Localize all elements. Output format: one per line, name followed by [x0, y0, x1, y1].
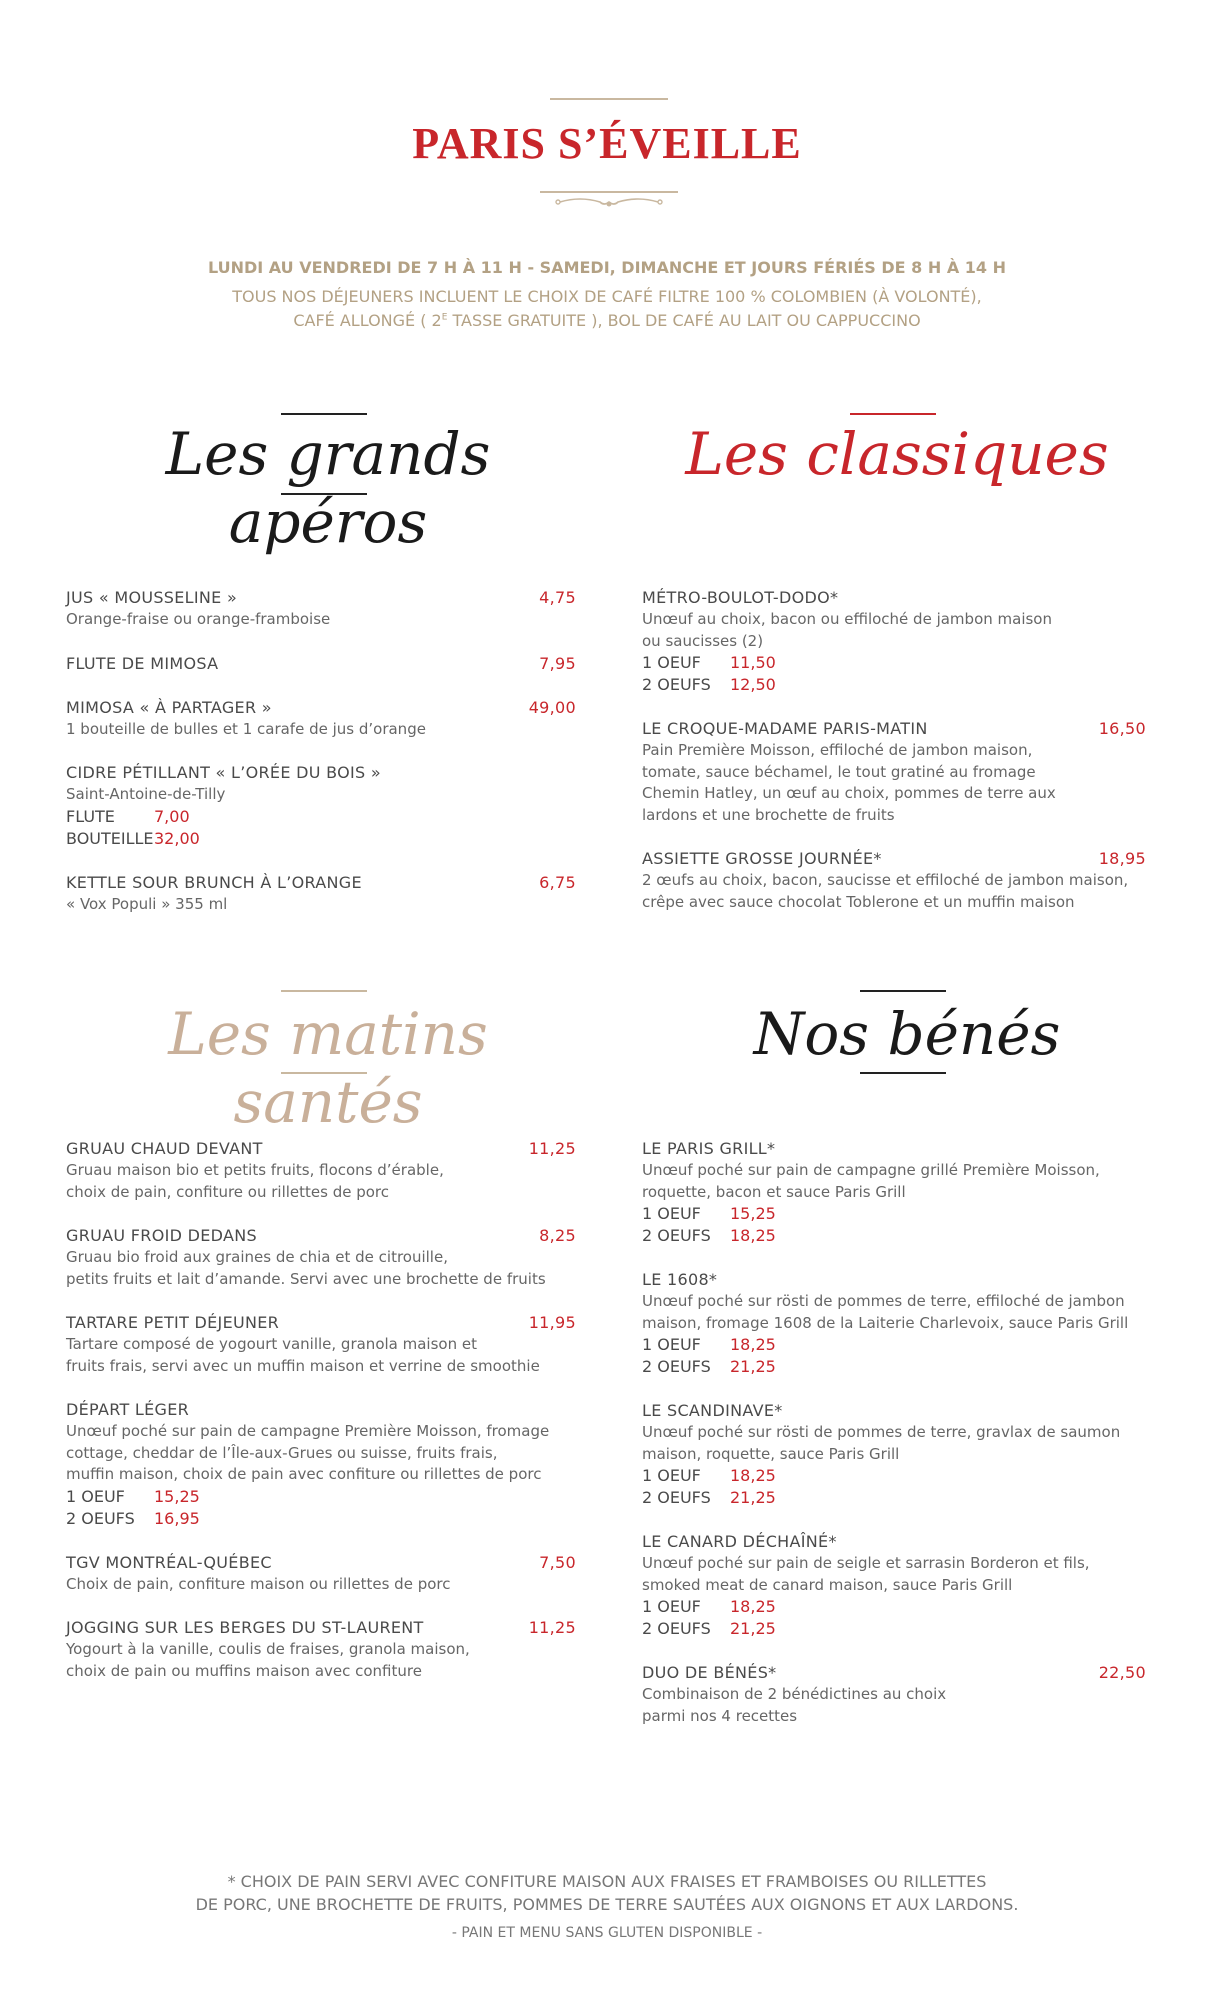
coffee-note-line1: TOUS NOS DÉJEUNERS INCLUENT LE CHOIX DE CAFÉ FILTRE 100 % COLOMBIEN (À VOLONTÉ),	[232, 287, 982, 306]
menu-item	[642, 718, 1146, 826]
menu-item-description: Gruau maison bio et petits fruits, flocons d’érable,	[66, 1161, 444, 1179]
menu-item-name	[642, 1400, 1146, 1422]
menu-item-option	[642, 1596, 1146, 1618]
menu-item	[642, 848, 1146, 913]
menu-item-option	[642, 1334, 1146, 1356]
menu-item-name	[66, 697, 576, 719]
menu-item-description: Choix de pain, confiture maison ou rillettes de porc	[66, 1574, 451, 1593]
menu-item-description: cottage, cheddar de l’Île-aux-Grues ou suisse, fruits frais,	[66, 1443, 498, 1462]
menu-item-option	[642, 1225, 1146, 1247]
menu-item-option	[642, 652, 1146, 674]
menu-item-name-text: DÉPART LÉGER	[66, 1400, 190, 1419]
menu-item-description: Orange-fraise ou orange-framboise	[66, 610, 331, 628]
option-label: 1 OEUF	[642, 1466, 701, 1485]
menu-item	[66, 1138, 576, 1203]
menu-item	[66, 762, 576, 850]
menu-item-name	[66, 1225, 576, 1247]
menu-item-description: « Vox Populi » 355 ml	[66, 894, 228, 913]
option-label: 2 OEUFS	[642, 1619, 711, 1638]
menu-item-description: Pain Première Moisson, effiloché de jambon maison,	[642, 741, 1033, 759]
option-price: 11,50	[730, 653, 776, 672]
section-title-aperos: Les grands apéros	[165, 420, 491, 556]
sante-rule-top	[281, 990, 367, 992]
menu-item-price: 16,50	[1098, 719, 1146, 738]
menu-item-name	[66, 1399, 576, 1421]
option-label: 2 OEUFS	[642, 1488, 711, 1507]
menu-item-description: Combinaison de 2 bénédictines au choix	[642, 1685, 947, 1703]
option-price: 21,25	[730, 1357, 776, 1376]
menu-item-name	[66, 1552, 576, 1574]
option-label: 1 OEUF	[642, 1597, 701, 1616]
menu-item-description: Chemin Hatley, un œuf au choix, pommes de terre aux	[642, 784, 1056, 802]
menu-item-name	[642, 1269, 1146, 1291]
gluten-free-note: - PAIN ET MENU SANS GLUTEN DISPONIBLE -	[451, 1925, 763, 1941]
menu-item	[66, 1312, 576, 1377]
menu-item-name-text: TGV MONTRÉAL-QUÉBEC	[66, 1552, 272, 1572]
footer-note-line1: * CHOIX DE PAIN SERVI AVEC CONFITURE MAISON AUX FRAISES ET FRAMBOISES OU RILLETTES	[227, 1872, 987, 1891]
menu-item-name	[642, 1138, 1146, 1160]
menu-item-price: 6,75	[539, 872, 576, 892]
menu-item-description: maison, fromage 1608 de la Laiterie Charlevoix, sauce Paris Grill	[642, 1313, 1129, 1332]
menu-item-description: Unœuf poché sur rösti de pommes de terre, gravlax de saumon	[642, 1423, 1121, 1441]
aperos-rule-top	[281, 413, 367, 415]
menu-item-name	[66, 872, 576, 894]
menu-item-name	[66, 762, 576, 784]
menu-item-name-text: DUO DE BÉNÉS*	[642, 1663, 777, 1682]
menu-item	[642, 1138, 1146, 1247]
opening-hours: LUNDI AU VENDREDI DE 7 H À 11 H - SAMEDI, DIMANCHE ET JOURS FÉRIÉS DE 8 H À 14 H	[207, 258, 1007, 277]
option-price: 18,25	[730, 1335, 776, 1354]
menu-item-name-text: GRUAU FROID DEDANS	[66, 1226, 257, 1245]
option-price: 7,00	[154, 806, 190, 826]
menu-item-name-text: LE CANARD DÉCHAÎNÉ*	[642, 1532, 837, 1551]
menu-item-option	[642, 1203, 1146, 1225]
menu-item-name	[66, 1312, 576, 1334]
menu-item-name-text: TARTARE PETIT DÉJEUNER	[66, 1313, 280, 1332]
classiques-list	[642, 587, 1146, 935]
benes-rule-bottom	[860, 1072, 946, 1074]
menu-item-price: 11,25	[528, 1618, 576, 1637]
section-title-sante: Les matins santés	[168, 1000, 488, 1136]
menu-item-name-text: LE PARIS GRILL*	[642, 1139, 776, 1158]
menu-item-description: muffin maison, choix de pain avec confiture ou rillettes de porc	[66, 1465, 542, 1483]
flourish-ornament-icon	[540, 188, 678, 212]
option-label: 2 OEUFS	[642, 1357, 711, 1376]
menu-item-description: tomate, sauce béchamel, le tout gratiné au fromage	[642, 762, 1036, 781]
menu-item-name-text: GRUAU CHAUD DEVANT	[66, 1139, 263, 1158]
menu-item-description: Unœuf poché sur rösti de pommes de terre, effiloché de jambon	[642, 1292, 1125, 1310]
option-price: 21,25	[730, 1619, 776, 1638]
menu-item-option	[642, 674, 1146, 696]
option-price: 32,00	[154, 828, 200, 848]
menu-item	[66, 1552, 576, 1596]
option-price: 15,25	[730, 1204, 776, 1223]
aperos-rule-bottom	[281, 493, 367, 495]
menu-item-price: 8,25	[539, 1226, 576, 1245]
section-title-benes: Nos bénés	[753, 1000, 1061, 1068]
menu-item	[642, 1269, 1146, 1378]
menu-item-description: Saint-Antoine-de-Tilly	[66, 785, 226, 803]
menu-item-name	[642, 848, 1146, 870]
menu-item-description: Unœuf poché sur pain de seigle et sarrasin Borderon et fils,	[642, 1554, 1090, 1572]
menu-item-name-text: JUS « MOUSSELINE »	[66, 588, 238, 607]
menu-item-price: 22,50	[1098, 1663, 1146, 1682]
menu-item	[642, 1531, 1146, 1640]
menu-item-description: parmi nos 4 recettes	[642, 1706, 798, 1725]
option-label: BOUTEILLE	[66, 828, 154, 848]
menu-item-name-text: ASSIETTE GROSSE JOURNÉE*	[642, 849, 882, 868]
menu-item-description: lardons et une brochette de fruits	[642, 805, 895, 824]
menu-item-option	[642, 1356, 1146, 1378]
menu-item	[66, 1399, 576, 1530]
sante-rule-bottom	[281, 1072, 367, 1074]
menu-item-description: Unœuf au choix, bacon ou effiloché de jambon maison	[642, 610, 1052, 628]
menu-item-price: 11,25	[528, 1139, 576, 1158]
menu-item-description: fruits frais, servi avec un muffin maison et verrine de smoothie	[66, 1356, 540, 1375]
menu-item-option	[642, 1618, 1146, 1640]
menu-item	[642, 1662, 1146, 1727]
menu-item	[66, 653, 576, 675]
menu-item-description: smoked meat de canard maison, sauce Paris Grill	[642, 1575, 1013, 1594]
sante-list	[66, 1138, 576, 1704]
menu-item-description: petits fruits et lait d’amande. Servi avec une brochette de fruits	[66, 1269, 546, 1288]
menu-item-name	[642, 1531, 1146, 1553]
option-price: 18,25	[730, 1466, 776, 1485]
menu-item	[66, 872, 576, 916]
menu-item-description: 1 bouteille de bulles et 1 carafe de jus d’orange	[66, 719, 426, 738]
option-label: 1 OEUF	[66, 1486, 125, 1506]
menu-item-price: 7,50	[539, 1552, 576, 1572]
option-price: 18,25	[730, 1597, 776, 1616]
menu-item-description: Unœuf poché sur pain de campagne Première Moisson, fromage	[66, 1422, 550, 1440]
menu-item-price: 18,95	[1098, 849, 1146, 868]
menu-item-description: choix de pain, confiture ou rillettes de porc	[66, 1182, 390, 1201]
menu-item-price: 4,75	[539, 588, 576, 607]
menu-item-name	[66, 1138, 576, 1160]
menu-item-description: roquette, bacon et sauce Paris Grill	[642, 1182, 906, 1201]
menu-item-option	[642, 1487, 1146, 1509]
menu-item-price: 7,95	[539, 653, 576, 673]
menu-item-name-text: MÉTRO-BOULOT-DODO*	[642, 588, 839, 607]
coffee-note-line2: CAFÉ ALLONGÉ ( $2^E$ TASSE GRATUITE ), BOL DE CAFÉ AU LAIT OU CAPPUCCINO	[293, 311, 921, 330]
menu-item-description: crêpe avec sauce chocolat Toblerone et un muffin maison	[642, 892, 1075, 911]
menu-item-description: 2 œufs au choix, bacon, saucisse et effiloché de jambon maison,	[642, 871, 1129, 889]
option-price: 16,95	[154, 1508, 200, 1528]
menu-item-name	[642, 718, 1146, 740]
option-label: 2 OEUFS	[642, 1226, 711, 1245]
option-price: 12,50	[730, 675, 776, 694]
menu-item	[66, 1225, 576, 1290]
menu-item-name-text: LE 1608*	[642, 1270, 718, 1289]
option-label: 2 OEUFS	[66, 1508, 135, 1528]
menu-item-name	[66, 653, 576, 675]
benes-list	[642, 1138, 1146, 1749]
footer-note-line2: DE PORC, UNE BROCHETTE DE FRUITS, POMMES DE TERRE SAUTÉES AUX OIGNONS ET AUX LARDONS.	[195, 1895, 1019, 1914]
option-label: 1 OEUF	[642, 653, 701, 672]
header-top-rule	[550, 98, 668, 100]
option-label: 2 OEUFS	[642, 675, 711, 694]
section-title-classiques: Les classiques	[685, 420, 1109, 488]
option-price: 15,25	[154, 1486, 200, 1506]
benes-rule-top	[860, 990, 946, 992]
menu-item	[642, 1400, 1146, 1509]
menu-item-name	[642, 587, 1146, 609]
menu-item-description: Gruau bio froid aux graines de chia et de citrouille,	[66, 1248, 448, 1266]
menu-item-name-text: JOGGING SUR LES BERGES DU ST-LAURENT	[66, 1618, 424, 1637]
menu-item-price: 49,00	[528, 697, 576, 717]
menu-item-name	[642, 1662, 1146, 1684]
menu-item-name-text: MIMOSA « À PARTAGER »	[66, 697, 272, 717]
option-label: 1 OEUF	[642, 1204, 701, 1223]
option-price: 21,25	[730, 1488, 776, 1507]
menu-item-price: 11,95	[528, 1313, 576, 1332]
menu-item-name	[66, 587, 576, 609]
menu-item-name-text: KETTLE SOUR BRUNCH À L’ORANGE	[66, 872, 362, 892]
menu-item-name-text: LE SCANDINAVE*	[642, 1401, 783, 1420]
classiques-rule	[850, 413, 936, 415]
page-title: PARIS S’ÉVEILLE	[412, 119, 802, 168]
menu-item-option	[66, 1486, 576, 1508]
option-label: FLUTE	[66, 806, 115, 826]
menu-item-name-text: LE CROQUE-MADAME PARIS-MATIN	[642, 719, 928, 738]
menu-item-description: Yogourt à la vanille, coulis de fraises, granola maison,	[66, 1640, 470, 1658]
menu-item-description: maison, roquette, sauce Paris Grill	[642, 1444, 900, 1463]
menu-item-name-text: FLUTE DE MIMOSA	[66, 653, 219, 673]
menu-item-name	[66, 1617, 576, 1639]
menu-item-option	[66, 1508, 576, 1530]
option-price: 18,25	[730, 1226, 776, 1245]
menu-item-description: Unœuf poché sur pain de campagne grillé Première Moisson,	[642, 1161, 1100, 1179]
menu-item	[66, 697, 576, 741]
aperos-list	[66, 587, 576, 937]
menu-item-description: choix de pain ou muffins maison avec confiture	[66, 1661, 422, 1680]
menu-item	[66, 1617, 576, 1682]
menu-item-description: Tartare composé de yogourt vanille, granola maison et	[66, 1335, 477, 1353]
option-label: 1 OEUF	[642, 1335, 701, 1354]
menu-item-option	[642, 1465, 1146, 1487]
menu-item	[66, 587, 576, 631]
menu-item-option	[66, 828, 576, 850]
menu-item-name-text: CIDRE PÉTILLANT « L’ORÉE DU BOIS »	[66, 763, 381, 782]
menu-item-option	[66, 806, 576, 828]
menu-item	[642, 587, 1146, 696]
menu-item-description: ou saucisses (2)	[642, 631, 764, 650]
